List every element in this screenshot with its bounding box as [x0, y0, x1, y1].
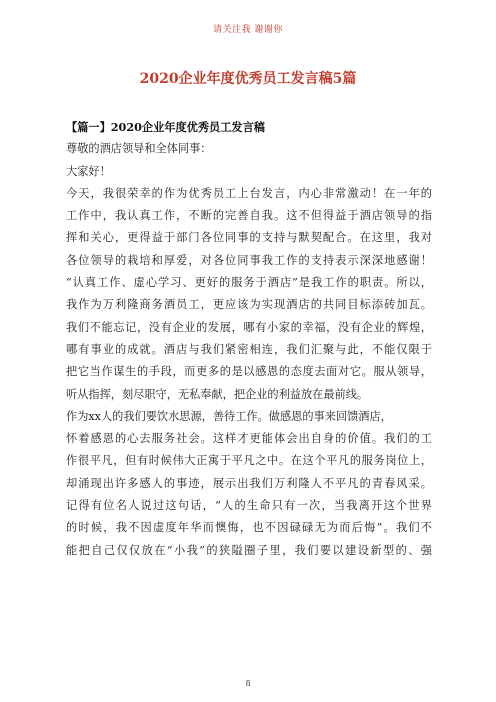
- paragraph-line: 把它当作谋生的手段，而更多的是以感恩的态度去面对它。服从领导，: [66, 365, 432, 379]
- header-note: 请关注我 谢谢你: [213, 25, 283, 35]
- paragraph-line: 哪有事业的成就。酒店与我们紧密相连，我们汇聚与此，不能仅限于: [66, 342, 432, 356]
- paragraph-line: 听从指挥，刻尽职守，无私奉献，把企业的利益放在最前线。: [66, 387, 369, 401]
- salutation-line: 尊敬的酒店领导和全体同事：: [66, 142, 212, 156]
- paragraph-line: 今天，我很荣幸的作为优秀员工上台发言，内心非常激动！在一年的: [66, 186, 432, 200]
- paragraph-line: 的时候，我不因虚度年华而懊悔，也不因碌碌无为而后悔”。我们不: [66, 521, 432, 535]
- paragraph-line: 记得有位名人说过这句话，“人的生命只有一次，当我离开这个世界: [66, 499, 432, 513]
- paragraph-line: 挥和关心，更得益于部门各位同事的支持与默契配合。在这里，我对: [66, 231, 432, 245]
- paragraph-line: 我作为万利隆商务酒员工，更应该为实现酒店的共同目标添砖加瓦。: [66, 298, 432, 312]
- paragraph-line: 却涌现出许多感人的事迹，展示出我们万利隆人不平凡的青春风采。: [66, 476, 432, 490]
- section-heading: 【篇一】2020企业年度优秀员工发言稿: [66, 120, 265, 134]
- paragraph-line: “认真工作、虚心学习、更好的服务于酒店”是我工作的职责。所以，: [66, 276, 432, 290]
- paragraph-line: 能把自己仅仅放在“小我”的狭隘圈子里，我们要以建设新型的、强: [66, 543, 432, 557]
- greeting-line: 大家好！: [66, 164, 111, 178]
- paragraph-line: 工作中，我认真工作，不断的完善自我。这不但得益于酒店领导的指: [66, 209, 432, 223]
- document-body: [66, 116, 432, 562]
- paragraph-line: 怀着感恩的心去服务社会。这样才更能体会出自身的价值。我们的工: [66, 432, 432, 446]
- paragraph-line: 作为xx人的我们要饮水思源，善待工作。做感恩的事来回馈酒店，: [66, 409, 392, 423]
- paragraph-line: 我们不能忘记，没有企业的发展，哪有小家的幸福，没有企业的辉煌，: [66, 320, 432, 334]
- paragraph-line: 各位领导的栽培和厚爱，对各位同事我工作的支持表示深深地感谢！: [66, 253, 432, 267]
- document-title: 2020企业年度优秀员工发言稿5篇: [139, 71, 357, 87]
- paragraph-line: 作很平凡，但有时候伟大正寓于平凡之中。在这个平凡的服务岗位上，: [66, 454, 432, 468]
- page-number: 8: [245, 679, 251, 688]
